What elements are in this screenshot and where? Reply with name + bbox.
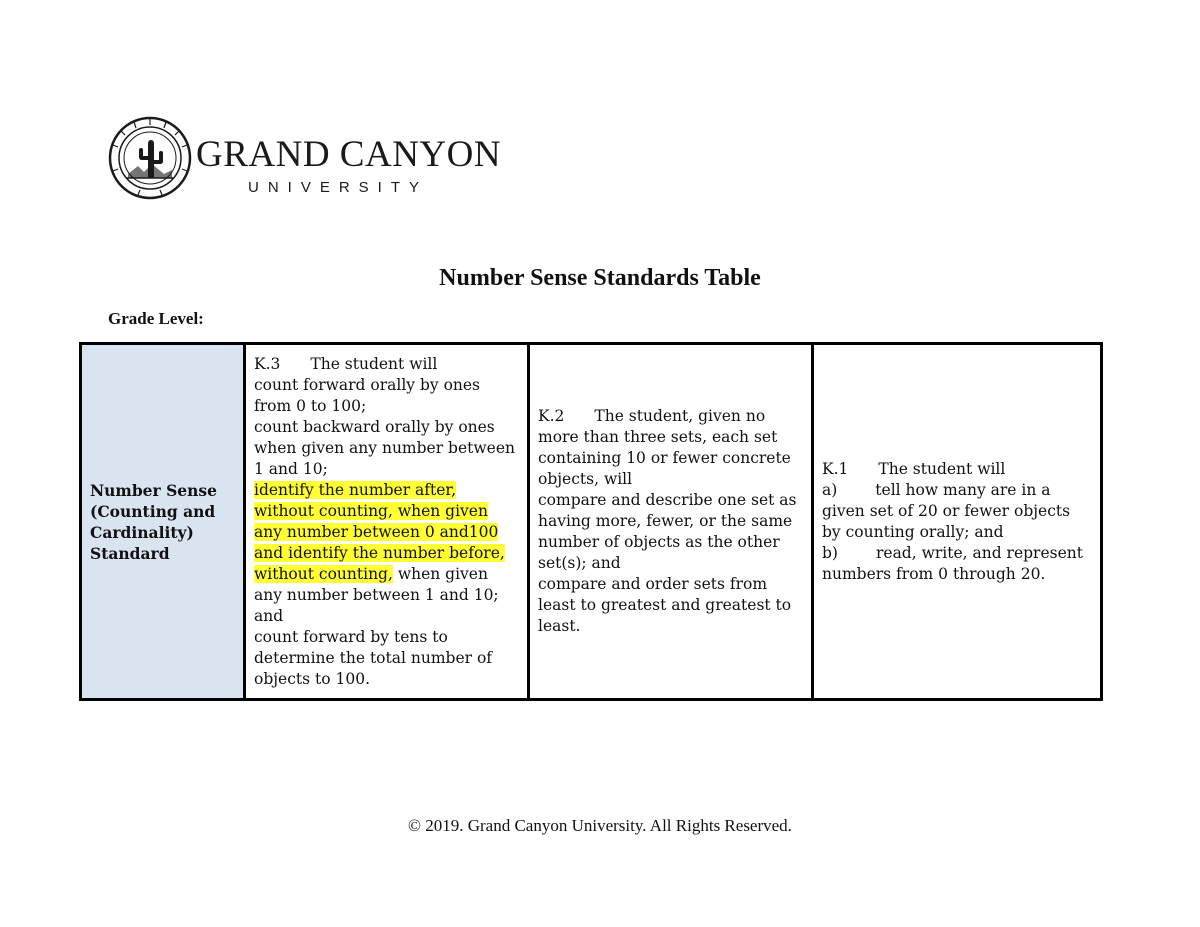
standard-item: tell how many are in a given set of 20 or fewer objects by counting orally; and (822, 480, 1071, 541)
standard-item: count forward orally by ones from 0 to 100; (254, 375, 481, 415)
standard-item: count forward by tens to determine the total number of objects to 100. (254, 627, 493, 688)
standard-intro: The student will (310, 354, 438, 373)
gcu-logo (108, 116, 502, 202)
highlighted-text: identify the number after, without counting, when given any number between 0 and100 and identify the number before, without counting, (254, 480, 505, 583)
standard-intro: The student will (878, 459, 1006, 478)
standard-intro: The student, given no more than three sets, each set containing 10 or fewer concrete objects, will (538, 407, 791, 488)
standard-item: when given any number between 1 and 10; and (254, 564, 499, 625)
list-marker: b) (822, 543, 838, 562)
standard-item: count backward orally by ones when given any number between 1 and 10; (254, 417, 515, 478)
standard-code: K.3 (254, 354, 281, 373)
logo-wordmark-grand-canyon: GRAND CANYON (196, 134, 502, 175)
standard-k3-cell (245, 344, 529, 700)
table-row (81, 344, 1102, 700)
row-header-line: Standard (90, 543, 170, 563)
standard-k1-cell (813, 344, 1102, 700)
standard-item: read, write, and represent numbers from 0 through 20. (822, 543, 1083, 583)
logo-wordmark-university: UNIVERSITY (248, 179, 429, 196)
university-seal-icon (108, 116, 192, 200)
grade-level-label: Grade Level: (108, 309, 204, 328)
standards-table (79, 342, 1103, 701)
list-marker: a) (822, 480, 838, 499)
copyright-footer: © 2019. Grand Canyon University. All Rights Reserved. (408, 816, 792, 835)
standard-code: K.1 (822, 459, 849, 478)
standard-item: compare and describe one set as having more, fewer, or the same number of objects as the other set(s); and (538, 491, 797, 572)
page-title: Number Sense Standards Table (439, 265, 761, 291)
standard-k2-cell (529, 344, 813, 700)
row-header-cell (81, 344, 245, 700)
row-header-line: (Counting and (90, 501, 216, 521)
row-header-line: Number Sense (90, 480, 218, 500)
row-header-line: Cardinality) (90, 522, 194, 542)
standard-item: compare and order sets from least to greatest and greatest to least. (538, 575, 792, 635)
standard-code: K.2 (538, 407, 565, 425)
